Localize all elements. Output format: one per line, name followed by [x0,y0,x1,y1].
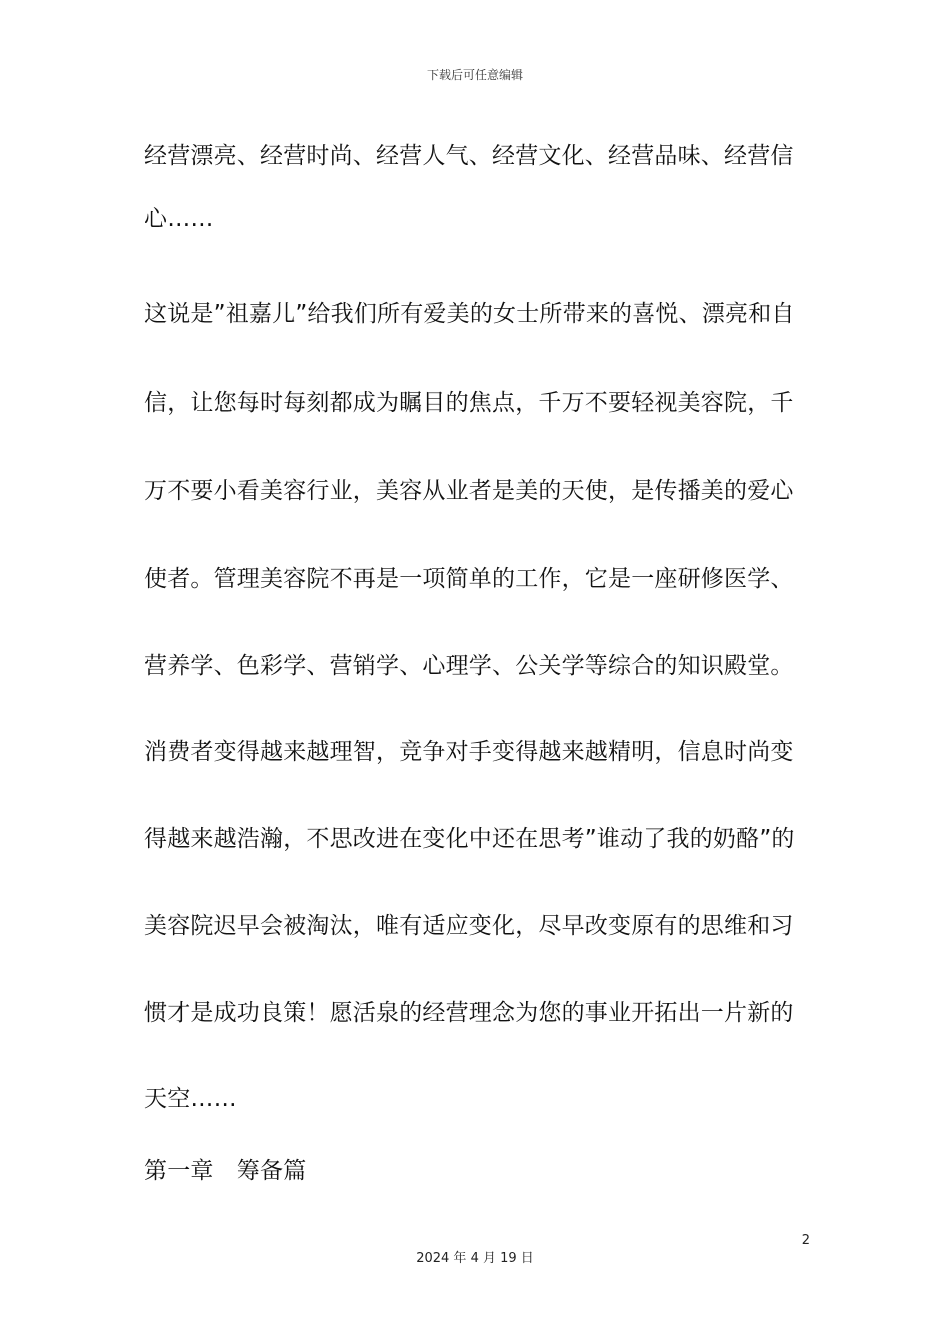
paragraph-line: 惯才是成功良策！愿活泉的经营理念为您的事业开拓出一片新的 [144,1000,794,1026]
paragraph-line: 使者。管理美容院不再是一项简单的工作，它是一座研修医学、 [144,566,794,592]
paragraph-line: 美容院迟早会被淘汰，唯有适应变化，尽早改变原有的思维和习 [144,913,794,939]
paragraph-line: 万不要小看美容行业，美容从业者是美的天使，是传播美的爱心 [144,478,794,504]
page-number: 2 [801,1233,810,1248]
paragraph-line: 天空…… [144,1086,237,1112]
chapter-heading: 第一章 筹备篇 [144,1158,307,1184]
paragraph-line: 心…… [144,206,214,232]
paragraph-line: 经营漂亮、经营时尚、经营人气、经营文化、经营品味、经营信 [144,143,794,169]
paragraph-line: 这说是”祖嘉儿”给我们所有爱美的女士所带来的喜悦、漂亮和自 [144,301,795,327]
footer-date: 2024 年 4 月 19 日 [416,1251,534,1266]
paragraph-line: 得越来越浩瀚，不思改进在变化中还在思考”谁动了我的奶酪”的 [144,826,795,852]
paragraph-line: 消费者变得越来越理智，竞争对手变得越来越精明，信息时尚变 [144,739,794,765]
page-header: 下载后可任意编辑 [426,68,523,82]
paragraph-line: 信，让您每时每刻都成为瞩目的焦点，千万不要轻视美容院，千 [144,390,794,416]
paragraph-line: 营养学、色彩学、营销学、心理学、公关学等综合的知识殿堂。 [144,653,794,679]
